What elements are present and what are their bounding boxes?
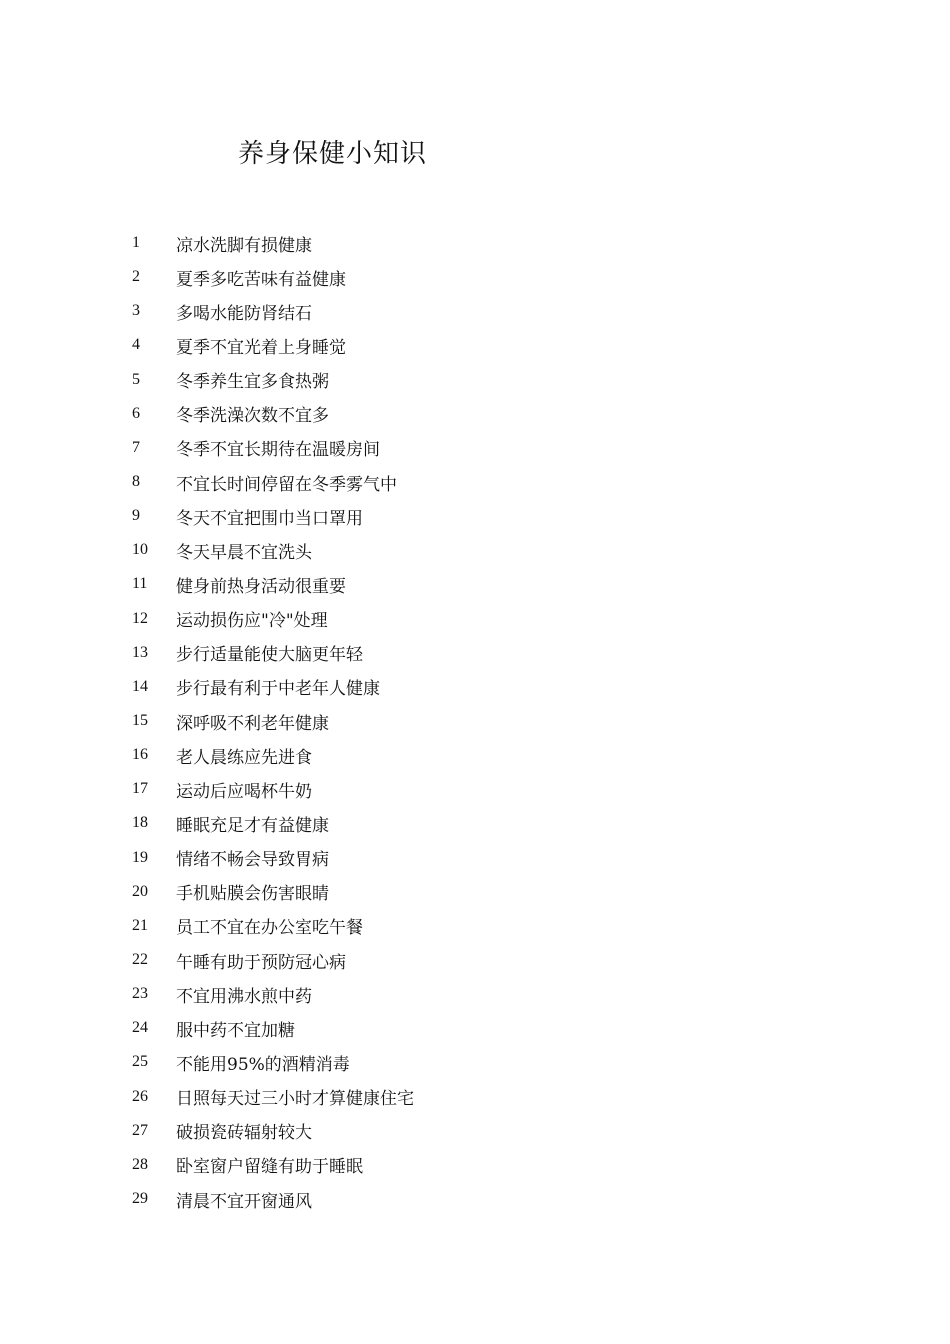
item-text: 夏季不宜光着上身睡觉 [176, 337, 346, 358]
item-number: 8 [132, 473, 140, 491]
item-number: 23 [132, 985, 148, 1003]
item-number: 2 [132, 268, 140, 286]
list-item [132, 226, 414, 260]
item-text: 服中药不宜加糖 [176, 1020, 295, 1041]
item-number: 6 [132, 404, 140, 422]
item-text: 日照每天过三小时才算健康住宅 [176, 1089, 414, 1110]
item-number: 14 [132, 677, 148, 695]
item-number: 28 [132, 1155, 148, 1173]
item-number: 12 [132, 609, 148, 627]
item-text: 冬季不宜长期待在温暖房间 [176, 440, 380, 461]
item-text: 睡眠充足才有益健康 [176, 815, 329, 836]
item-text: 冬季洗澡次数不宜多 [176, 406, 329, 427]
list-item [132, 1148, 414, 1182]
list-item [132, 1011, 414, 1045]
item-text: 冬天不宜把围巾当口罩用 [176, 508, 363, 529]
list-item [132, 636, 414, 670]
item-text: 清晨不宜开窗通风 [176, 1191, 312, 1212]
item-text: 情绪不畅会导致胃病 [176, 850, 329, 871]
item-number: 18 [132, 814, 148, 832]
item-number: 20 [132, 882, 148, 900]
list-item [132, 1080, 414, 1114]
list-item [132, 533, 414, 567]
item-number: 21 [132, 916, 148, 934]
item-text: 破损瓷砖辐射较大 [176, 1123, 312, 1144]
item-text: 不能用95%的酒精消毒 [176, 1054, 350, 1075]
list-item [132, 328, 414, 362]
list-item [132, 363, 414, 397]
list-item [132, 602, 414, 636]
item-text: 健身前热身活动很重要 [176, 576, 346, 597]
list-item [132, 1114, 414, 1148]
list-item [132, 431, 414, 465]
item-number: 29 [132, 1190, 148, 1207]
list-item [132, 1182, 414, 1216]
item-number: 24 [132, 1019, 148, 1037]
item-number: 17 [132, 780, 148, 798]
list-item [132, 670, 414, 704]
item-number: 15 [132, 712, 148, 730]
item-number: 19 [132, 848, 148, 866]
item-text: 运动损伤应"冷"处理 [176, 611, 328, 632]
tips-list [132, 226, 414, 1216]
item-number: 11 [132, 575, 148, 593]
item-text: 运动后应喝杯牛奶 [176, 781, 312, 802]
item-number: 10 [132, 541, 148, 559]
item-text: 手机贴膜会伤害眼睛 [176, 884, 329, 905]
item-text: 多喝水能防肾结石 [176, 303, 312, 324]
item-text: 卧室窗户留缝有助于睡眠 [176, 1157, 363, 1178]
item-text: 午睡有助于预防冠心病 [176, 952, 346, 973]
list-item [132, 738, 414, 772]
list-item [132, 875, 414, 909]
list-item [132, 397, 414, 431]
item-number: 9 [132, 507, 140, 525]
list-item [132, 943, 414, 977]
list-item [132, 977, 414, 1011]
item-text: 步行最有利于中老年人健康 [176, 679, 380, 700]
item-number: 27 [132, 1121, 148, 1139]
item-text: 老人晨练应先进食 [176, 747, 312, 768]
item-number: 5 [132, 370, 140, 388]
list-item [132, 499, 414, 533]
item-number: 7 [132, 438, 140, 456]
list-item [132, 909, 414, 943]
item-text: 不宜长时间停留在冬季雾气中 [176, 474, 397, 495]
page-title: 养身保健小知识 [238, 139, 428, 169]
item-number: 13 [132, 643, 148, 661]
list-item [132, 1045, 414, 1079]
item-number: 4 [132, 336, 140, 354]
item-text: 深呼吸不利老年健康 [176, 713, 329, 734]
list-item [132, 294, 414, 328]
item-text: 步行适量能使大脑更年轻 [176, 645, 363, 666]
item-text: 凉水洗脚有损健康 [176, 235, 312, 256]
item-number: 26 [132, 1087, 148, 1105]
item-text: 冬季养生宜多食热粥 [176, 372, 329, 393]
list-item [132, 704, 414, 738]
item-number: 1 [132, 234, 140, 252]
list-item [132, 841, 414, 875]
list-item [132, 772, 414, 806]
list-item [132, 260, 414, 294]
list-item [132, 806, 414, 840]
item-text: 冬天早晨不宜洗头 [176, 542, 312, 563]
item-text: 夏季多吃苦味有益健康 [176, 269, 346, 290]
list-item [132, 465, 414, 499]
item-number: 3 [132, 302, 140, 320]
item-text: 员工不宜在办公室吃午餐 [176, 918, 363, 939]
list-item [132, 567, 414, 601]
item-number: 25 [132, 1053, 148, 1071]
item-text: 不宜用沸水煎中药 [176, 986, 312, 1007]
item-number: 16 [132, 746, 148, 764]
item-number: 22 [132, 951, 148, 969]
